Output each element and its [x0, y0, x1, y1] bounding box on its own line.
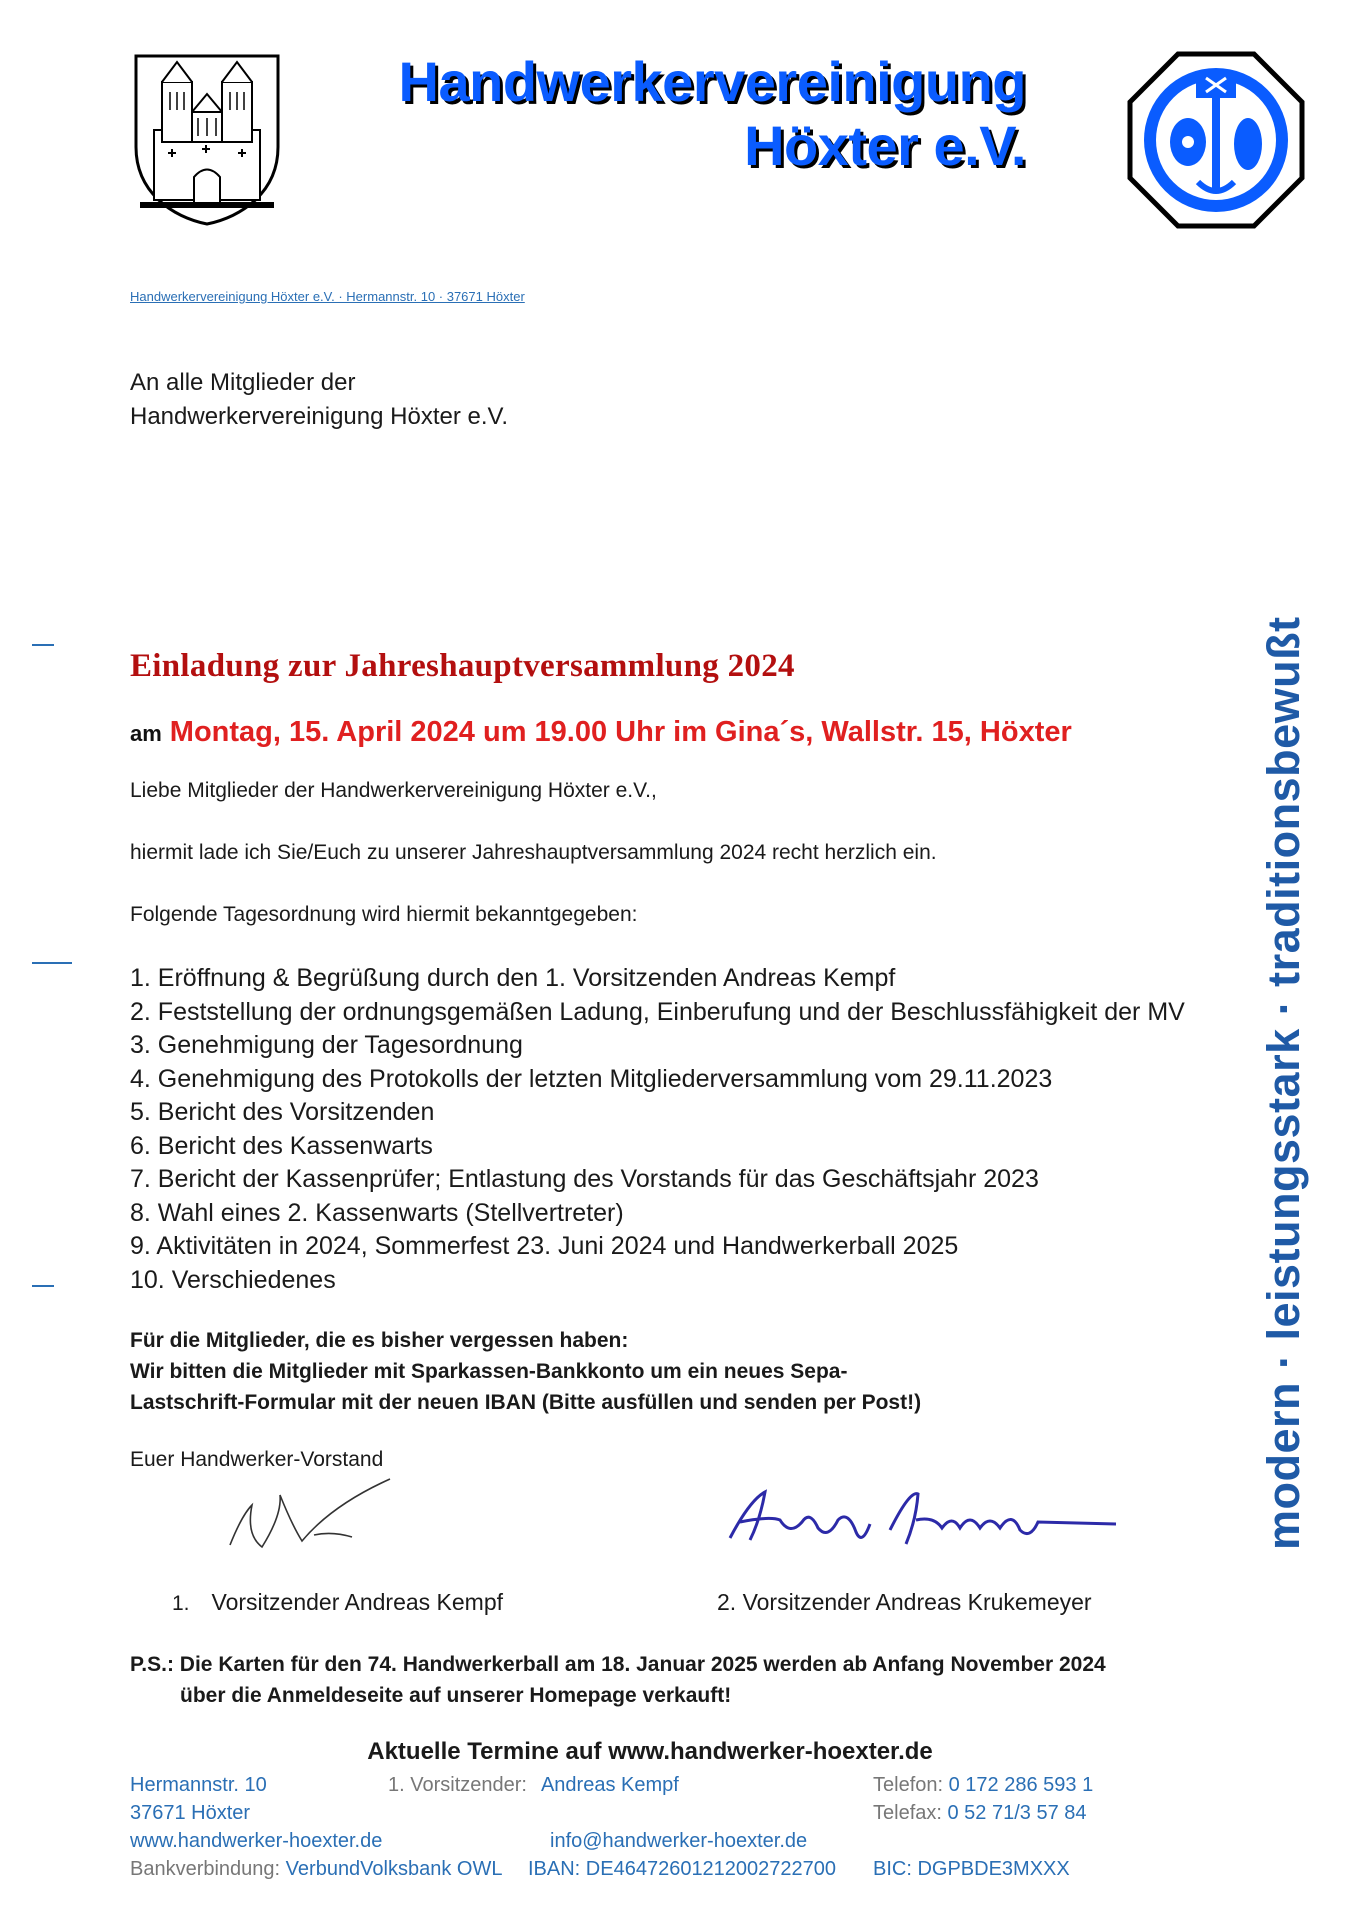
agenda-item: 3. Genehmigung der Tagesordnung — [130, 1031, 523, 1059]
recipient-line-1: An alle Mitglieder der — [130, 369, 356, 396]
agenda-item: 1. Eröffnung & Begrüßung durch den 1. Vorsitzenden Andreas Kempf — [130, 964, 896, 992]
greeting: Liebe Mitglieder der Handwerkervereinigung Höxter e.V., — [130, 779, 657, 802]
hoexter-coat-of-arms — [132, 52, 282, 227]
sender-address-line[interactable]: Handwerkervereinigung Höxter e.V. · Hermannstr. 10 · 37671 Höxter — [130, 289, 525, 304]
footer-phone — [873, 1774, 1093, 1797]
agenda-item: 6. Bericht des Kassenwarts — [130, 1131, 433, 1160]
chair-name: Andreas Kempf — [540, 1774, 679, 1796]
invitation-title: Einladung zur Jahreshauptversammlung 2024 — [130, 648, 795, 684]
signature-krukemeyer — [720, 1480, 1120, 1560]
agenda-item: 2. Feststellung der ordnungsgemäßen Ladung, Einberufung und der Beschlussfähigkeit der MV — [130, 997, 1185, 1026]
footer-bic: BIC: DGPBDE3MXXX — [873, 1858, 1070, 1880]
sig-left-number: 1. — [172, 1592, 190, 1615]
bank-label: Bankverbindung: — [130, 1858, 281, 1880]
agenda-intro: Folgende Tagesordnung wird hiermit bekanntgegeben: — [130, 903, 638, 926]
guild-emblem-logo — [1126, 50, 1306, 230]
note-line-3: Lastschrift-Formular mit der neuen IBAN (Bitte ausfüllen und senden per Post!) — [130, 1391, 922, 1414]
chair-label: 1. Vorsitzender: — [388, 1774, 527, 1796]
signature-kempf — [222, 1475, 402, 1565]
agenda-item: 8. Wahl eines 2. Kassenwarts (Stellvertreter) — [130, 1198, 624, 1227]
footer-iban: IBAN: DE46472601212002722700 — [528, 1858, 837, 1880]
date-prefix: am — [130, 721, 162, 746]
date-location-text: Montag, 15. April 2024 um 19.00 Uhr im Gina´s, Wallstr. 15, Höxter — [169, 716, 1072, 748]
agenda-item: 5. Bericht des Vorsitzenden — [130, 1098, 435, 1126]
fold-mark-1 — [32, 644, 54, 646]
bank-name: VerbundVolksbank OWL — [285, 1858, 503, 1880]
postscript — [130, 1649, 1106, 1711]
fax-number: 0 52 71/3 57 84 — [947, 1802, 1087, 1824]
fold-mark-2 — [32, 962, 72, 964]
ps-line-1: P.S.: Die Karten für den 74. Handwerkerball am 18. Januar 2025 werden ab Anfang November 2024 — [130, 1653, 1106, 1676]
signature-left-label — [172, 1589, 503, 1616]
agenda-item: 4. Genehmigung des Protokolls der letzten Mitgliederversammlung vom 29.11.2023 — [130, 1064, 1053, 1093]
footer-fax — [873, 1802, 1087, 1825]
agenda-item: 7. Bericht der Kassenprüfer; Entlastung des Vorstands für das Geschäftsjahr 2023 — [130, 1165, 1039, 1193]
fax-label: Telefax: — [873, 1802, 942, 1824]
vertical-slogan: modern · leistungsstark · traditionsbewußt — [1258, 616, 1309, 1550]
footer-headline: Aktuelle Termine auf www.handwerker-hoexter.de — [367, 1738, 933, 1765]
footer-website-link[interactable]: www.handwerker-hoexter.de — [130, 1830, 383, 1852]
footer-email-link[interactable]: info@handwerker-hoexter.de — [550, 1830, 808, 1852]
agenda-item: 10. Verschiedenes — [130, 1265, 336, 1294]
phone-number[interactable]: 0 172 286 593 1 — [948, 1774, 1094, 1796]
event-date-location — [130, 716, 1072, 749]
note-line-2: Wir bitten die Mitglieder mit Sparkassen-Bankkonto um ein neues Sepa- — [130, 1360, 848, 1383]
closing: Euer Handwerker-Vorstand — [130, 1448, 384, 1471]
sepa-note — [130, 1325, 921, 1418]
phone-label: Telefon: — [873, 1774, 944, 1796]
footer-bank — [130, 1858, 502, 1881]
footer-chair — [388, 1774, 679, 1797]
ps-line-2: über die Anmeldeseite auf unserer Homepage verkauft! — [180, 1684, 732, 1707]
recipient-address — [130, 366, 508, 434]
footer-street: Hermannstr. 10 — [130, 1774, 267, 1796]
title-line-2: Höxter e.V. — [744, 114, 1026, 177]
footer-city: 37671 Höxter — [130, 1802, 251, 1824]
sig-left-name: Vorsitzender Andreas Kempf — [211, 1589, 504, 1615]
title-line-1: Handwerkervereinigung — [398, 50, 1026, 113]
signature-right-label: 2. Vorsitzender Andreas Krukemeyer — [717, 1589, 1092, 1615]
intro-text: hiermit lade ich Sie/Euch zu unserer Jahreshauptversammlung 2024 recht herzlich ein. — [130, 841, 937, 864]
fold-mark-3 — [32, 1285, 54, 1287]
recipient-line-2: Handwerkervereinigung Höxter e.V. — [130, 403, 508, 430]
agenda-list — [130, 962, 1185, 1297]
agenda-item: 9. Aktivitäten in 2024, Sommerfest 23. Juni 2024 und Handwerkerball 2025 — [130, 1232, 959, 1260]
note-line-1: Für die Mitglieder, die es bisher vergessen haben: — [130, 1329, 629, 1352]
